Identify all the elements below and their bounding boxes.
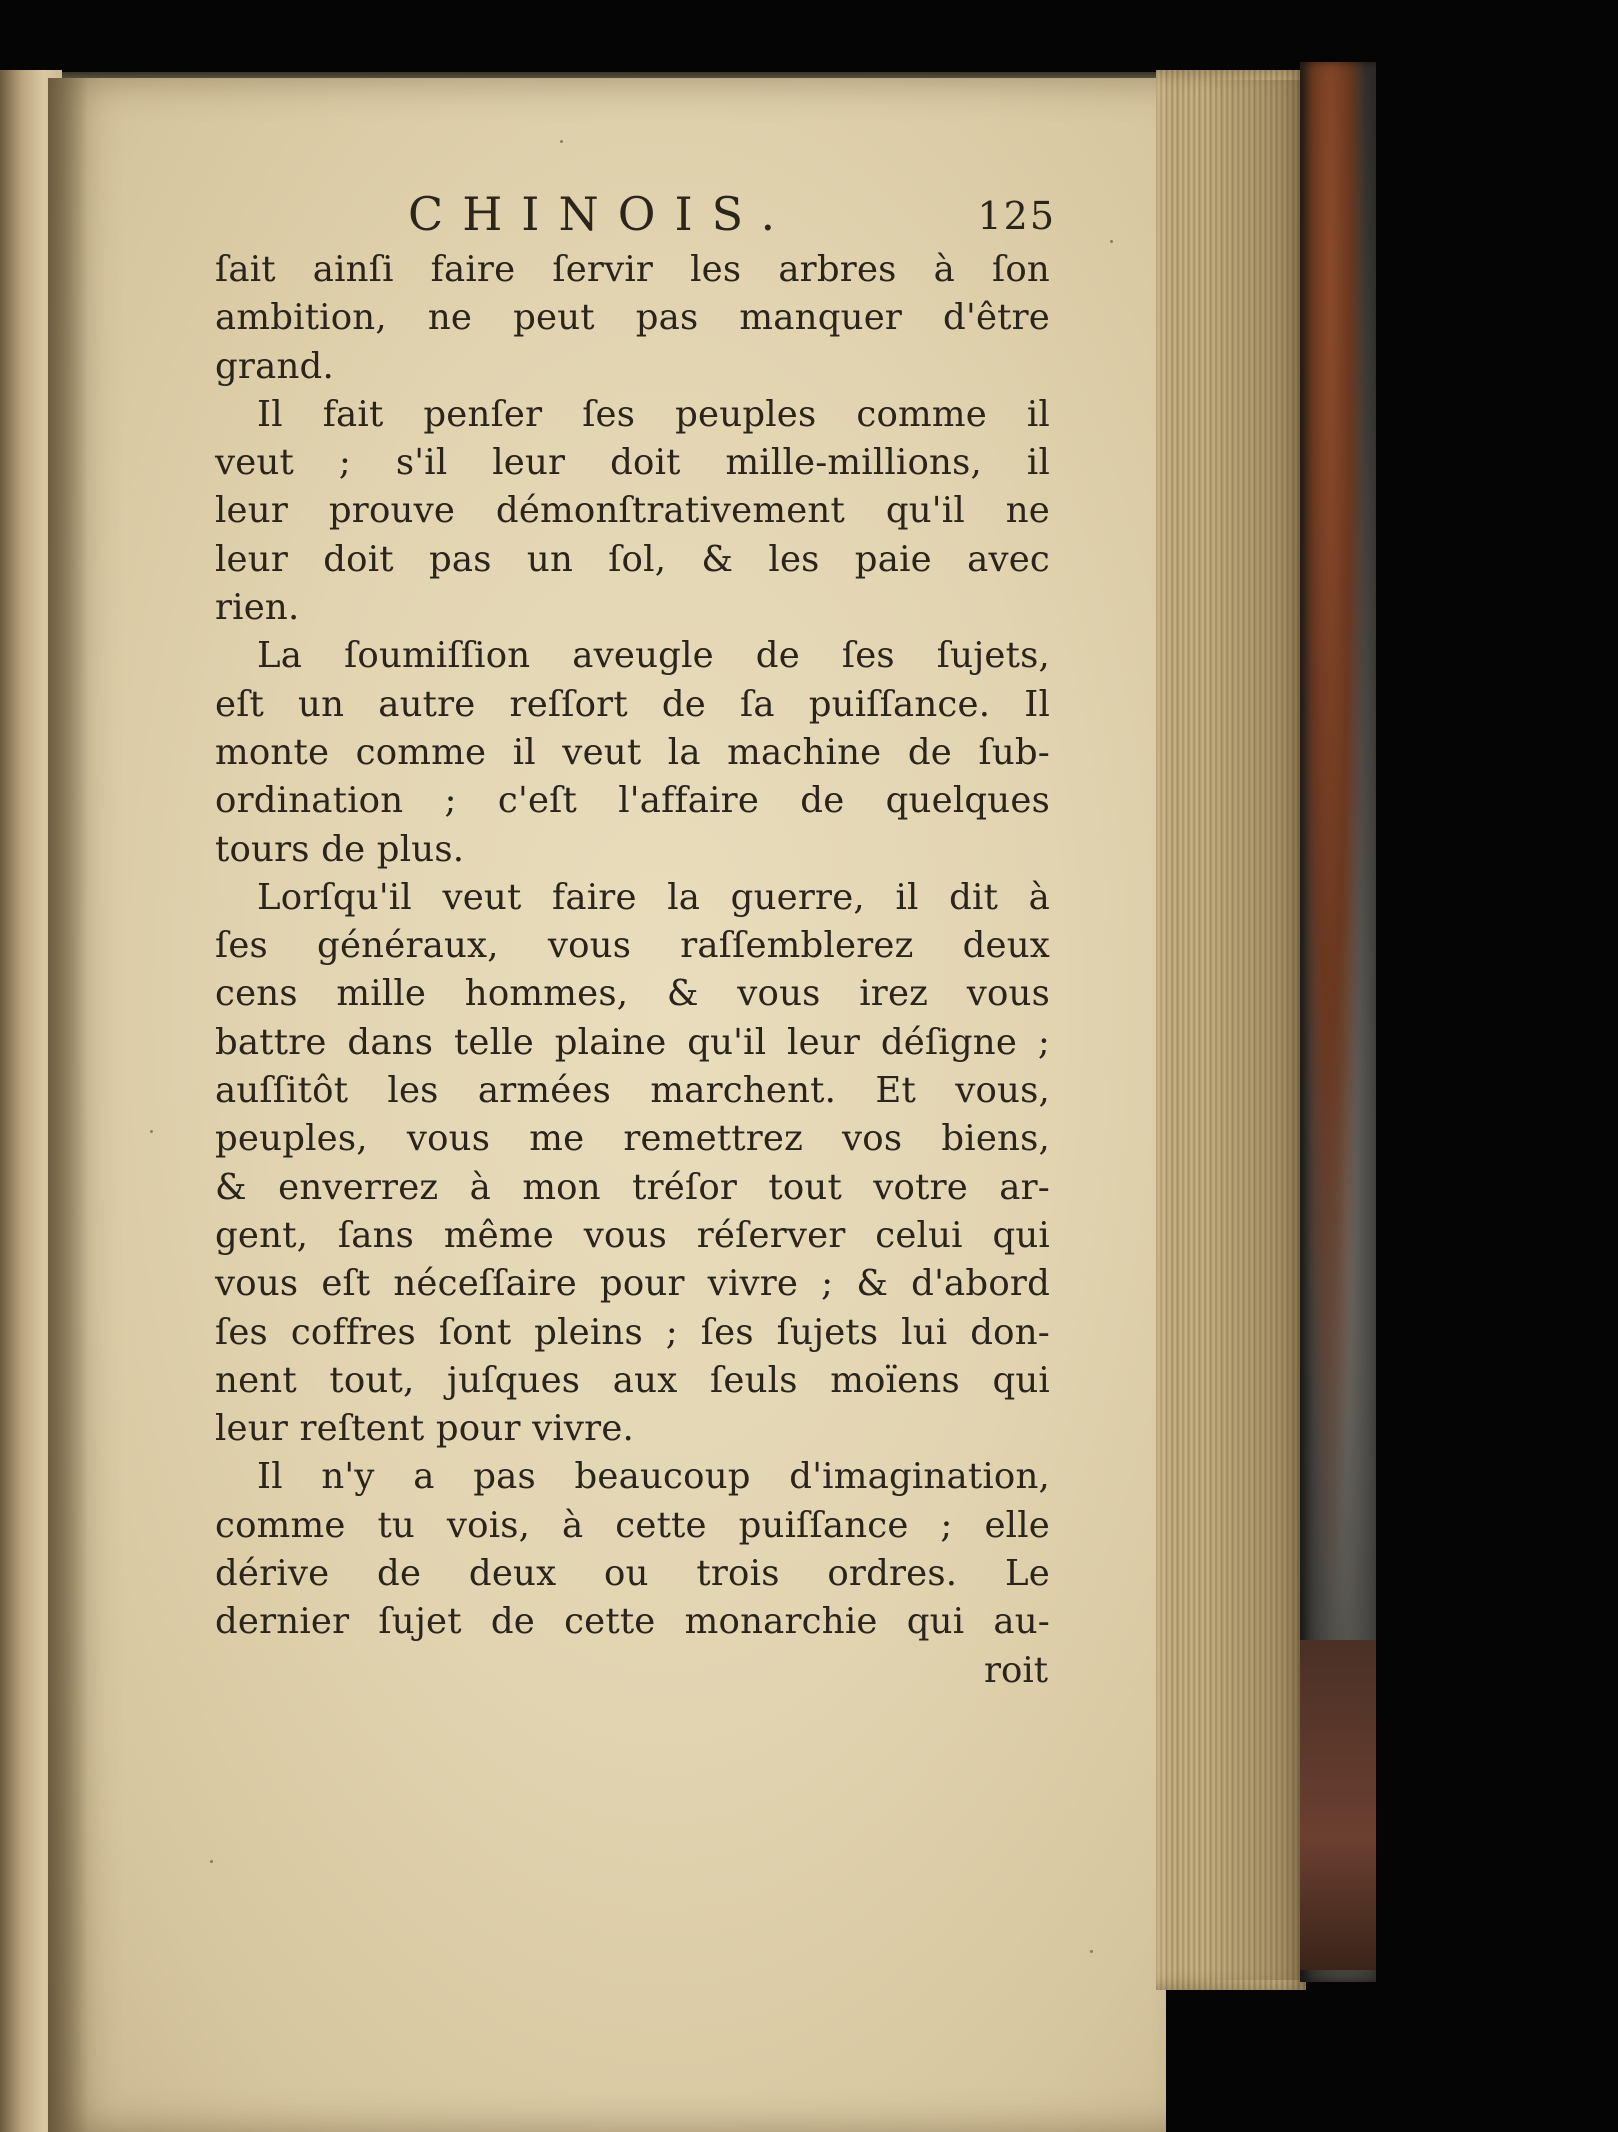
text-line: La ſoumiſſion aveugle de ſes ſujets, [257,635,1050,677]
text-line: veut ; s'il leur doit mille-millions, il [215,442,1050,484]
text-line: leur prouve démonſtrativement qu'il ne [215,490,1050,532]
text-line: peuples, vous me remettrez vos biens, [215,1118,1050,1160]
leather-cover-lower [1300,1640,1376,1970]
text-line: Lorſqu'il veut faire la guerre, il dit à [257,876,1050,918]
text-line: dernier ſujet de cette monarchie qui au- [215,1601,1050,1643]
text-line: ſes coffres ſont pleins ; ſes ſujets lui don- [215,1311,1050,1353]
body-text [215,246,1050,1647]
catchword: roit [984,1649,1048,1691]
text-line: ſait ainſi faire ſervir les arbres à ſon [215,249,1050,290]
text-line: vous eſt néceſſaire pour vivre ; & d'abord [215,1263,1050,1305]
text-line: battre dans telle plaine qu'il leur déſigne ; [215,1021,1050,1063]
text-line: tours de plus. [215,828,465,870]
text-line: cens mille hommes, & vous irez vous [215,973,1050,1015]
text-line: Il n'y a pas beaucoup d'imagination, [257,1456,1050,1498]
text-block [215,186,1056,1695]
text-line: ambition, ne peut pas manquer d'être [215,297,1050,339]
text-line: nent tout, juſques aux ſeuls moïens qui [215,1359,1050,1401]
text-line: & enverrez à mon tréſor tout votre ar- [215,1166,1050,1208]
text-line: grand. [215,345,334,387]
text-line: monte comme il veut la machine de ſub- [215,731,1050,773]
text-line: dérive de deux ou trois ordres. Le [215,1553,1050,1595]
text-line: comme tu vois, à cette puiſſance ; elle [215,1504,1050,1546]
text-line: eſt un autre reſſort de ſa puiſſance. Il [215,683,1050,725]
text-line: rien. [215,587,300,629]
gutter-shadow [48,78,88,2132]
text-line: leur reſtent pour vivre. [215,1408,635,1450]
page-number: 125 [977,194,1056,238]
text-line: ſes généraux, vous raſſemblerez deux [215,925,1050,967]
text-line: ordination ; c'eſt l'affaire de quelques [215,780,1050,822]
running-title: CHINOIS. [408,187,795,241]
running-head [215,186,1056,246]
text-line: leur doit pas un ſol, & les paie avec [215,538,1050,580]
text-line: gent, ſans même vous réſerver celui qui [215,1214,1050,1256]
text-line: Il fait penſer ſes peuples comme il [257,393,1050,435]
text-line: auſſitôt les armées marchent. Et vous, [215,1070,1050,1112]
fore-edge-shading [1200,80,1300,1980]
